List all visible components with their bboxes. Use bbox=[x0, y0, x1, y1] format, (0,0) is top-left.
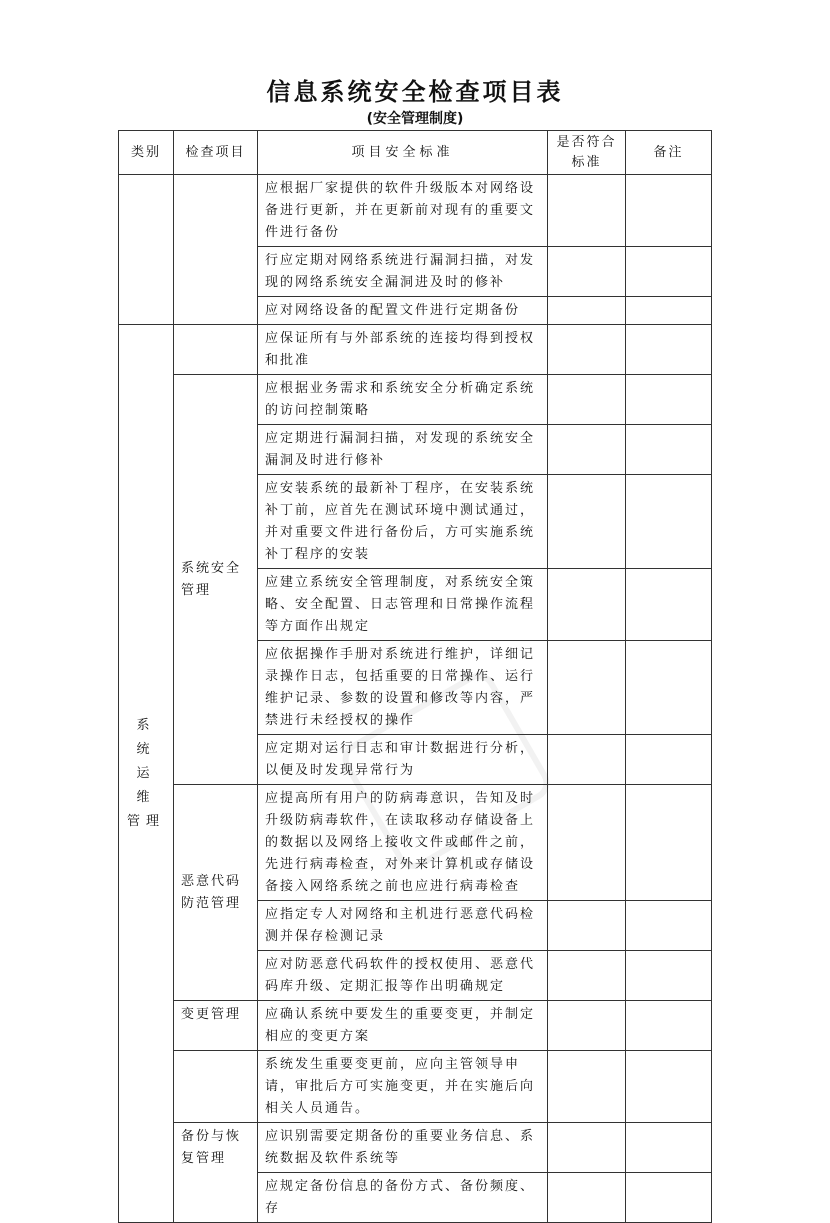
standard-cell: 应安装系统的最新补丁程序，在安装系统补丁前，应首先在测试环境中测试通过，并对重要文件进行备份后，方可实施系统补丁程序的安装 bbox=[258, 475, 548, 569]
compliant-cell[interactable] bbox=[548, 425, 626, 475]
standard-cell: 应规定备份信息的备份方式、备份频度、存 bbox=[258, 1173, 548, 1223]
standard-cell: 应建立系统安全管理制度，对系统安全策略、安全配置、日志管理和日常操作流程等方面作出规定 bbox=[258, 569, 548, 641]
standard-cell: 应识别需要定期备份的重要业务信息、系统数据及软件系统等 bbox=[258, 1123, 548, 1173]
remarks-cell[interactable] bbox=[626, 325, 712, 375]
table-row bbox=[119, 1001, 712, 1051]
compliant-cell[interactable] bbox=[548, 951, 626, 1001]
standard-cell: 应根据厂家提供的软件升级版本对网络设备进行更新，并在更新前对现有的重要文件进行备份 bbox=[258, 175, 548, 247]
header-standard: 项目安全标准 bbox=[258, 131, 548, 175]
remarks-cell[interactable] bbox=[626, 569, 712, 641]
compliant-cell[interactable] bbox=[548, 297, 626, 325]
compliant-cell[interactable] bbox=[548, 175, 626, 247]
item-cell-malware: 恶意代码防范管理 bbox=[174, 785, 258, 1001]
remarks-cell[interactable] bbox=[626, 1051, 712, 1123]
header-item: 检查项目 bbox=[174, 131, 258, 175]
compliant-cell[interactable] bbox=[548, 1173, 626, 1223]
standard-cell: 应保证所有与外部系统的连接均得到授权和批准 bbox=[258, 325, 548, 375]
compliant-cell[interactable] bbox=[548, 569, 626, 641]
page-title: 信息系统安全检查项目表 bbox=[266, 78, 564, 106]
standard-cell: 应定期进行漏洞扫描，对发现的系统安全漏洞及时进行修补 bbox=[258, 425, 548, 475]
remarks-cell[interactable] bbox=[626, 375, 712, 425]
standard-cell: 应依据操作手册对系统进行维护，详细记录操作日志，包括重要的日常操作、运行维护记录、参数的设置和修改等内容，严禁进行未经授权的操作 bbox=[258, 641, 548, 735]
table-row bbox=[119, 325, 712, 375]
compliant-cell[interactable] bbox=[548, 1001, 626, 1051]
standard-cell: 应对防恶意代码软件的授权使用、恶意代码库升级、定期汇报等作出明确规定 bbox=[258, 951, 548, 1001]
standard-cell: 系统发生重要变更前，应向主管领导申请，审批后方可实施变更，并在实施后向相关人员通告。 bbox=[258, 1051, 548, 1123]
standard-cell: 应对网络设备的配置文件进行定期备份 bbox=[258, 297, 548, 325]
compliant-cell[interactable] bbox=[548, 641, 626, 735]
table-row bbox=[119, 1051, 712, 1123]
remarks-cell[interactable] bbox=[626, 297, 712, 325]
compliant-cell[interactable] bbox=[548, 325, 626, 375]
standard-cell: 应指定专人对网络和主机进行恶意代码检测并保存检测记录 bbox=[258, 901, 548, 951]
remarks-cell[interactable] bbox=[626, 735, 712, 785]
remarks-cell[interactable] bbox=[626, 247, 712, 297]
remarks-cell[interactable] bbox=[626, 475, 712, 569]
item-cell-change: 变更管理 bbox=[174, 1001, 258, 1051]
item-cell-empty bbox=[174, 325, 258, 375]
item-cell-empty bbox=[174, 175, 258, 325]
compliant-cell[interactable] bbox=[548, 785, 626, 901]
item-cell-empty bbox=[174, 1051, 258, 1123]
remarks-cell[interactable] bbox=[626, 951, 712, 1001]
security-checklist-table bbox=[118, 130, 712, 1223]
remarks-cell[interactable] bbox=[626, 175, 712, 247]
compliant-cell[interactable] bbox=[548, 375, 626, 425]
table-header-row bbox=[119, 131, 712, 175]
compliant-cell[interactable] bbox=[548, 475, 626, 569]
item-cell-system-security: 系统安全管理 bbox=[174, 375, 258, 785]
item-cell-backup: 备份与恢复管理 bbox=[174, 1123, 258, 1223]
compliant-cell[interactable] bbox=[548, 901, 626, 951]
remarks-cell[interactable] bbox=[626, 901, 712, 951]
compliant-cell[interactable] bbox=[548, 1051, 626, 1123]
header-category: 类别 bbox=[119, 131, 174, 175]
compliant-cell[interactable] bbox=[548, 247, 626, 297]
remarks-cell[interactable] bbox=[626, 785, 712, 901]
page-subtitle: (安全管理制度) bbox=[366, 111, 464, 127]
table-row bbox=[119, 785, 712, 901]
category-cell-empty bbox=[119, 175, 174, 325]
remarks-cell[interactable] bbox=[626, 425, 712, 475]
category-cell-ops: 系 统 运 维 管理 bbox=[119, 325, 174, 1223]
standard-cell: 行应定期对网络系统进行漏洞扫描，对发现的网络系统安全漏洞进及时的修补 bbox=[258, 247, 548, 297]
standard-cell: 应确认系统中要发生的重要变更，并制定相应的变更方案 bbox=[258, 1001, 548, 1051]
standard-cell: 应根据业务需求和系统安全分析确定系统的访问控制策略 bbox=[258, 375, 548, 425]
table-row bbox=[119, 1123, 712, 1173]
remarks-cell[interactable] bbox=[626, 641, 712, 735]
table-row bbox=[119, 375, 712, 425]
remarks-cell[interactable] bbox=[626, 1001, 712, 1051]
header-remarks: 备注 bbox=[626, 131, 712, 175]
remarks-cell[interactable] bbox=[626, 1173, 712, 1223]
standard-cell: 应提高所有用户的防病毒意识，告知及时升级防病毒软件，在读取移动存储设备上的数据以及网络上接收文件或邮件之前，先进行病毒检查，对外来计算机或存储设备接入网络系统之前也应进行病毒检查 bbox=[258, 785, 548, 901]
remarks-cell[interactable] bbox=[626, 1123, 712, 1173]
compliant-cell[interactable] bbox=[548, 735, 626, 785]
standard-cell: 应定期对运行日志和审计数据进行分析，以便及时发现异常行为 bbox=[258, 735, 548, 785]
header-compliant: 是否符合标准 bbox=[548, 131, 626, 175]
compliant-cell[interactable] bbox=[548, 1123, 626, 1173]
table-row bbox=[119, 175, 712, 247]
